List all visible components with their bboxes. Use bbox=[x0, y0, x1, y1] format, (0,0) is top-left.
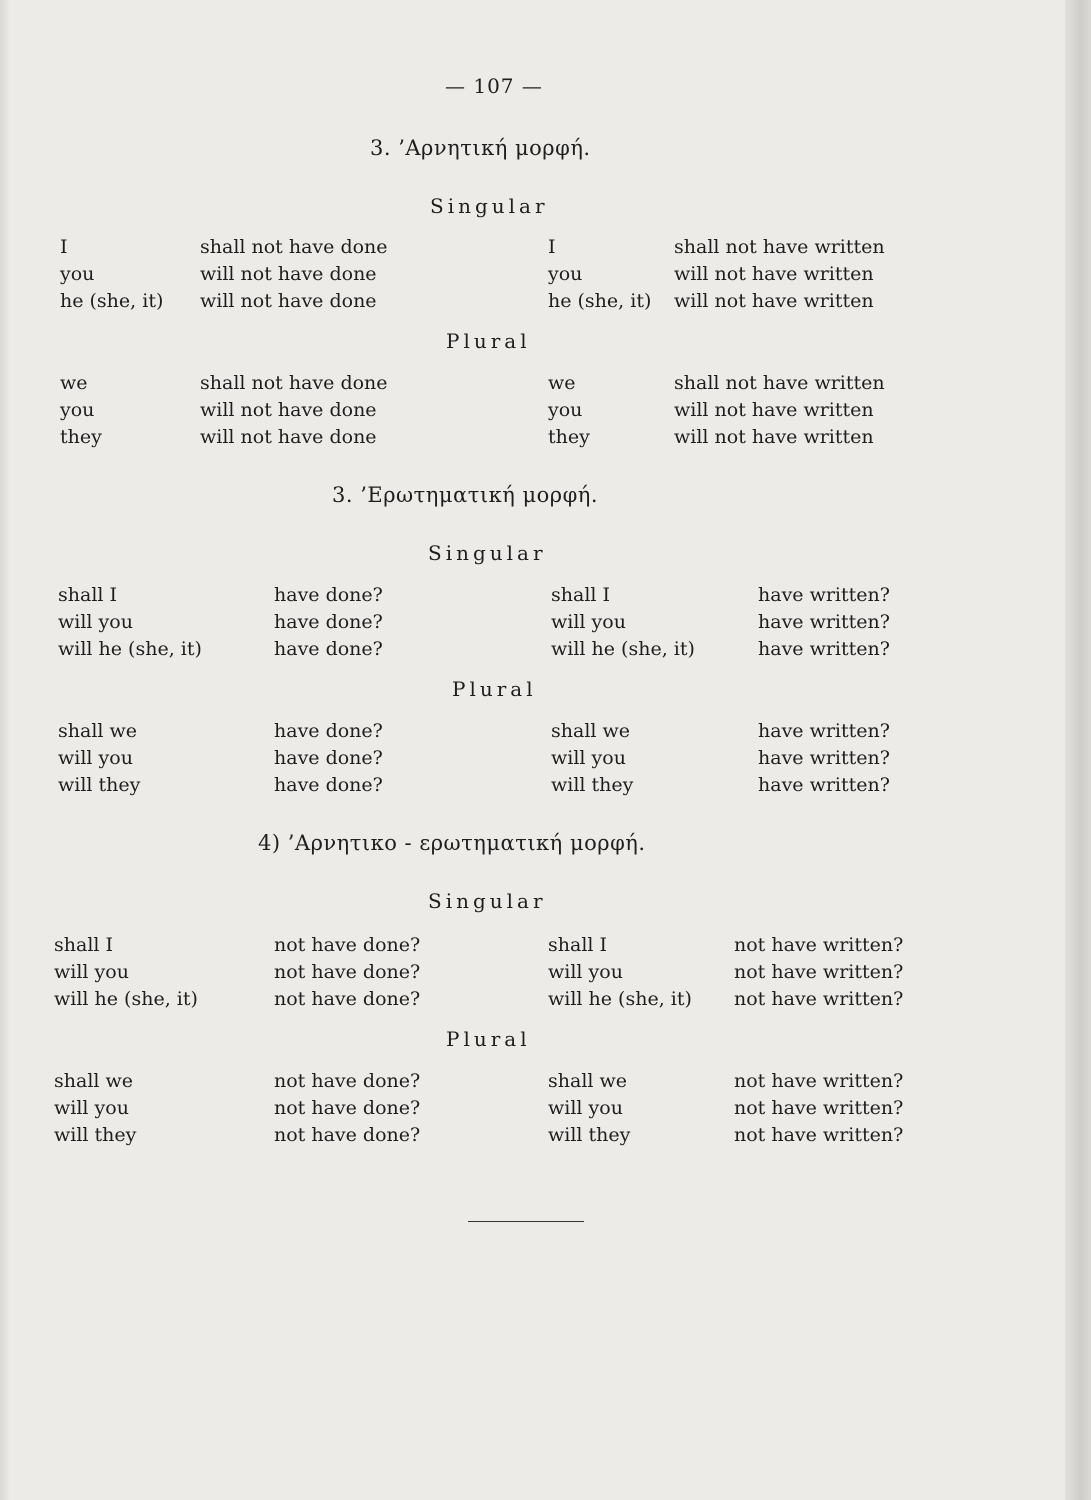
plural-label: Plural bbox=[446, 1027, 531, 1051]
row-verb-right: not have written? bbox=[734, 1124, 904, 1146]
row-verb-right: have written? bbox=[758, 747, 890, 769]
row-verb-left: have done? bbox=[274, 747, 383, 769]
row-verb-left: not have done? bbox=[274, 961, 421, 983]
row-verb-right: shall not have written bbox=[674, 372, 885, 394]
row-pronoun-left: I bbox=[60, 236, 68, 258]
row-aux-right: will you bbox=[551, 747, 626, 769]
row-pronoun-left: you bbox=[60, 399, 95, 421]
row-aux-right: will he (she, it) bbox=[548, 988, 692, 1010]
row-aux-left: will you bbox=[54, 961, 129, 983]
row-verb-right: not have written? bbox=[734, 1070, 904, 1092]
row-verb-left: shall not have done bbox=[200, 372, 388, 394]
row-verb-right: not have written? bbox=[734, 988, 904, 1010]
row-aux-left: shall I bbox=[54, 934, 114, 956]
row-verb-left: have done? bbox=[274, 774, 383, 796]
row-aux-right: will you bbox=[551, 611, 626, 633]
row-pronoun-right: he (she, it) bbox=[548, 290, 652, 312]
row-pronoun-right: you bbox=[548, 263, 583, 285]
row-aux-right: shall I bbox=[551, 584, 611, 606]
row-verb-right: will not have written bbox=[674, 399, 874, 421]
row-aux-left: will you bbox=[58, 611, 133, 633]
row-aux-right: shall we bbox=[548, 1070, 628, 1092]
row-verb-left: not have done? bbox=[274, 1124, 421, 1146]
row-verb-right: will not have written bbox=[674, 290, 874, 312]
row-verb-left: have done? bbox=[274, 611, 383, 633]
row-pronoun-right: we bbox=[548, 372, 576, 394]
row-verb-left: will not have done bbox=[200, 263, 377, 285]
row-aux-right: shall I bbox=[548, 934, 608, 956]
row-aux-left: will they bbox=[58, 774, 141, 796]
row-verb-right: shall not have written bbox=[674, 236, 885, 258]
section-heading-interrogative: 3. ’Ερωτηματική μορφή. bbox=[332, 483, 599, 507]
row-aux-left: shall I bbox=[58, 584, 118, 606]
singular-label: Singular bbox=[430, 194, 549, 218]
row-verb-right: have written? bbox=[758, 774, 890, 796]
row-verb-left: will not have done bbox=[200, 290, 377, 312]
row-verb-left: will not have done bbox=[200, 399, 377, 421]
row-verb-left: have done? bbox=[274, 638, 383, 660]
row-verb-right: not have written? bbox=[734, 1097, 904, 1119]
row-pronoun-right: they bbox=[548, 426, 590, 448]
row-aux-left: shall we bbox=[54, 1070, 134, 1092]
row-pronoun-left: you bbox=[60, 263, 95, 285]
row-pronoun-left: we bbox=[60, 372, 88, 394]
row-aux-right: will they bbox=[551, 774, 634, 796]
row-verb-right: have written? bbox=[758, 584, 890, 606]
row-aux-left: will they bbox=[54, 1124, 137, 1146]
row-pronoun-left: they bbox=[60, 426, 102, 448]
section-end-rule bbox=[468, 1221, 584, 1222]
row-aux-left: will he (she, it) bbox=[54, 988, 198, 1010]
row-aux-left: will you bbox=[58, 747, 133, 769]
row-verb-left: not have done? bbox=[274, 988, 421, 1010]
plural-label: Plural bbox=[452, 677, 537, 701]
page-left-edge bbox=[0, 0, 10, 1500]
row-verb-left: have done? bbox=[274, 584, 383, 606]
row-aux-right: shall we bbox=[551, 720, 631, 742]
row-verb-right: will not have written bbox=[674, 263, 874, 285]
row-verb-left: shall not have done bbox=[200, 236, 388, 258]
row-verb-left: not have done? bbox=[274, 934, 421, 956]
plural-label: Plural bbox=[446, 329, 531, 353]
section-heading-negative: 3. ’Αρνητική μορφή. bbox=[370, 136, 591, 160]
row-verb-left: will not have done bbox=[200, 426, 377, 448]
row-verb-right: not have written? bbox=[734, 961, 904, 983]
row-verb-right: have written? bbox=[758, 611, 890, 633]
row-verb-left: not have done? bbox=[274, 1097, 421, 1119]
page-number: — 107 — bbox=[445, 74, 543, 98]
row-pronoun-left: he (she, it) bbox=[60, 290, 164, 312]
row-aux-left: shall we bbox=[58, 720, 138, 742]
singular-label: Singular bbox=[428, 541, 547, 565]
row-verb-right: not have written? bbox=[734, 934, 904, 956]
row-verb-right: have written? bbox=[758, 720, 890, 742]
row-aux-right: will they bbox=[548, 1124, 631, 1146]
row-aux-left: will he (she, it) bbox=[58, 638, 202, 660]
row-pronoun-right: you bbox=[548, 399, 583, 421]
row-aux-left: will you bbox=[54, 1097, 129, 1119]
page-binding-edge bbox=[1065, 0, 1091, 1500]
row-verb-right: will not have written bbox=[674, 426, 874, 448]
row-aux-right: will you bbox=[548, 961, 623, 983]
row-verb-left: have done? bbox=[274, 720, 383, 742]
singular-label: Singular bbox=[428, 889, 547, 913]
row-pronoun-right: I bbox=[548, 236, 556, 258]
row-verb-left: not have done? bbox=[274, 1070, 421, 1092]
row-verb-right: have written? bbox=[758, 638, 890, 660]
section-heading-negative-interrogative: 4) ’Αρνητικο - ερωτηματική μορφή. bbox=[258, 831, 646, 855]
row-aux-right: will you bbox=[548, 1097, 623, 1119]
row-aux-right: will he (she, it) bbox=[551, 638, 695, 660]
